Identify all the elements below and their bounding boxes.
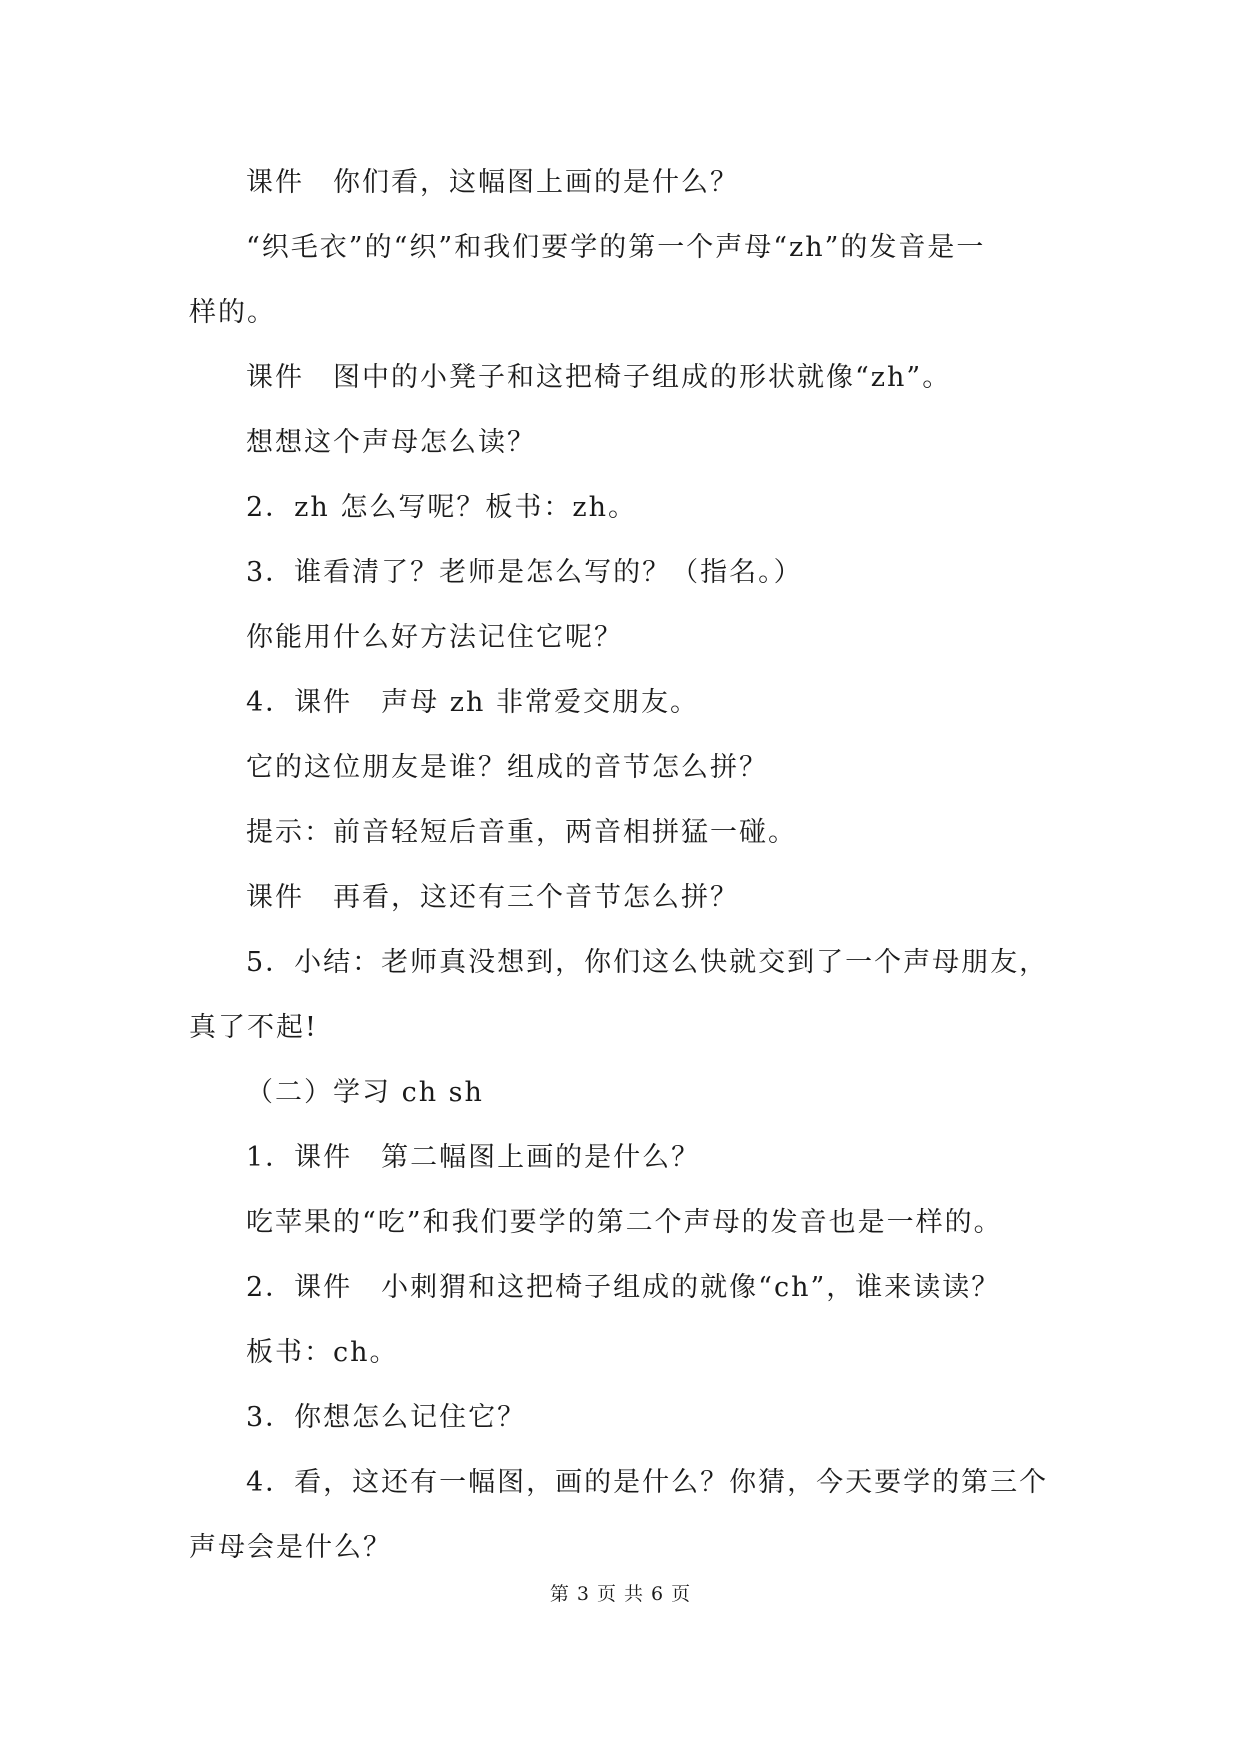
paragraph: 吃苹果的“吃”和我们要学的第二个声母的发音也是一样的。 <box>246 1207 1003 1238</box>
paragraph: 1．课件 第二幅图上画的是什么？ <box>246 1142 701 1173</box>
paragraph: 5．小结：老师真没想到，你们这么快就交到了一个声母朋友， <box>246 947 1049 978</box>
paragraph: 课件 图中的小凳子和这把椅子组成的形状就像“zh”。 <box>246 362 952 393</box>
paragraph: 4．看，这还有一幅图，画的是什么？你猜，今天要学的第三个 <box>246 1467 1049 1498</box>
paragraph: 提示：前音轻短后音重，两音相拼猛一碰。 <box>246 817 797 848</box>
paragraph: 它的这位朋友是谁？组成的音节怎么拼？ <box>246 752 768 783</box>
paragraph: 4．课件 声母 zh 非常爱交朋友。 <box>246 687 699 718</box>
paragraph: “织毛衣”的“织”和我们要学的第一个声母“zh”的发音是一 <box>246 232 986 263</box>
paragraph: 想想这个声母怎么读？ <box>246 427 536 458</box>
page-footer: 第 3 页 共 6 页 <box>549 1583 692 1605</box>
paragraph: 课件 你们看，这幅图上画的是什么？ <box>246 167 739 198</box>
paragraph: 板书：ch。 <box>246 1337 399 1368</box>
paragraph: 3．谁看清了？老师是怎么写的？（指名。） <box>246 557 803 588</box>
paragraph-continuation: 声母会是什么？ <box>189 1532 392 1563</box>
paragraph: 2．课件 小刺猬和这把椅子组成的就像“ch”，谁来读读？ <box>246 1272 1001 1303</box>
paragraph-continuation: 样的。 <box>189 297 276 328</box>
paragraph: 你能用什么好方法记住它呢？ <box>246 622 623 653</box>
paragraph: 2．zh 怎么写呢？板书：zh。 <box>246 492 637 523</box>
paragraph: 课件 再看，这还有三个音节怎么拼？ <box>246 882 739 913</box>
section-heading: （二）学习 ch sh <box>246 1077 484 1108</box>
paragraph-continuation: 真了不起! <box>189 1012 318 1043</box>
paragraph: 3．你想怎么记住它？ <box>246 1402 527 1433</box>
